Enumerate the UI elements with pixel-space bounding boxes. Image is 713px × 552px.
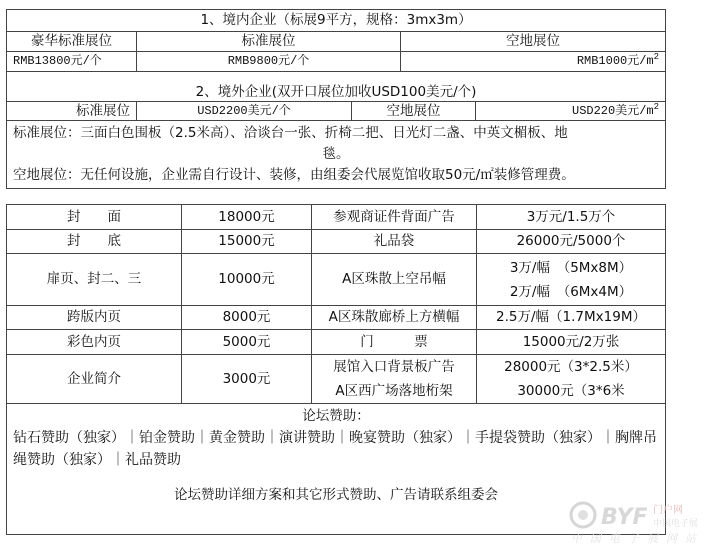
domestic-header: 1、境内企业（标展9平方，规格：3mx3m） — [7, 10, 666, 32]
ad-price: 3000元 — [182, 355, 312, 404]
ad-price: 15000元/2万张 — [477, 330, 666, 355]
ad-price: 2.5万/幅（1.7Mx19M） — [477, 306, 666, 330]
advertising-table — [6, 204, 666, 535]
table-row — [7, 254, 666, 306]
watermark-text: 中国电子展网站 — [571, 532, 704, 545]
ad-price: 15000元 — [182, 230, 312, 254]
ad-item: 封 底 — [7, 230, 182, 254]
ad-price: 8000元 — [182, 306, 312, 330]
ad-price: 18000元 — [182, 205, 312, 230]
table-row — [7, 355, 666, 404]
ad-item-line: A区西广场落地桁架 — [335, 383, 453, 399]
booth-price-table — [6, 9, 666, 189]
table-row — [7, 306, 666, 330]
note-space: 空地展位：无任何设施，企业需自行设计、装修，由组委会代展览馆收取50元/㎡装修管理费。 — [13, 167, 575, 183]
byf-logo-icon — [569, 500, 701, 530]
ad-price: 10000元 — [182, 254, 312, 306]
ad-item: 企业简介 — [7, 355, 182, 404]
forum-footer: 论坛赞助详细方案和其它形式赞助、广告请联系组委会 — [174, 487, 498, 503]
ad-price: 5000元 — [182, 330, 312, 355]
ad-item: 封 面 — [7, 205, 182, 230]
ad-price — [477, 355, 666, 404]
ad-item-line: 展馆入口背景板广告 — [333, 359, 455, 375]
ad-price — [477, 254, 666, 306]
ad-item: A区珠散上空吊幅 — [312, 254, 477, 306]
forum-sponsorship — [7, 404, 666, 535]
col-deluxe-booth: 豪华标准展位 — [7, 32, 137, 52]
table-row — [7, 330, 666, 355]
price-space-booth: RMB1000元$/m^2$ — [401, 52, 666, 72]
watermark-sub: 中国电子展 — [653, 519, 699, 529]
overseas-header: 2、境外企业(双开口展位加收USD100美元/个) — [7, 72, 666, 102]
ad-price-line: 2万/幅 （6Mx4M） — [509, 283, 633, 300]
overseas-space-label: 空地展位 — [352, 102, 476, 121]
price-deluxe-booth: RMB13800元/个 — [7, 52, 137, 72]
ad-item: A区珠散廊桥上方横幅 — [312, 306, 477, 330]
forum-title: 论坛赞助： — [302, 408, 370, 424]
note-standard-cont: 毯。 — [322, 146, 350, 162]
table-row — [7, 205, 666, 230]
overseas-standard-label: 标准展位 — [7, 102, 137, 121]
ad-item: 参观商证件背面广告 — [312, 205, 477, 230]
note-standard: 标准展位：三面白色围板（2.5米高）、洽谈台一张、折椅二把、日光灯二盏、中英文楣板、地 — [13, 125, 568, 141]
col-standard-booth: 标准展位 — [137, 32, 401, 52]
ad-item: 彩色内页 — [7, 330, 182, 355]
ad-price-line: 30000元（3*6米 — [517, 383, 625, 399]
col-space-booth: 空地展位 — [401, 32, 666, 52]
ad-item: 门 票 — [312, 330, 477, 355]
overseas-space-price: USD220美元$/m^2$ — [476, 102, 666, 121]
ad-item — [312, 355, 477, 404]
price-standard-booth: RMB9800元/个 — [137, 52, 401, 72]
byf-watermark — [569, 500, 704, 548]
watermark-logo-text: BYF — [601, 505, 648, 530]
forum-items: 钻石赞助（独家）｜铂金赞助｜黄金赞助｜演讲赞助｜晚宴赞助（独家）｜手提袋赞助（独家）｜胸牌吊绳赞助（独家）｜礼品赞助 — [13, 430, 657, 468]
ad-price: 3万元/1.5万个 — [477, 205, 666, 230]
booth-notes — [7, 121, 666, 189]
watermark-tag: 门户网 — [653, 505, 683, 516]
ad-item: 跨版内页 — [7, 306, 182, 330]
ad-price-line: 3万/幅 （5Mx8M） — [509, 259, 633, 276]
table-row — [7, 230, 666, 254]
ad-item: 扉页、封二、三 — [7, 254, 182, 306]
forum-sponsorship-row — [7, 404, 666, 535]
ad-item: 礼品袋 — [312, 230, 477, 254]
overseas-standard-price: USD2200美元/个 — [137, 102, 352, 121]
ad-price: 26000元/5000个 — [477, 230, 666, 254]
ad-price-line: 28000元（3*2.5米） — [504, 359, 638, 375]
